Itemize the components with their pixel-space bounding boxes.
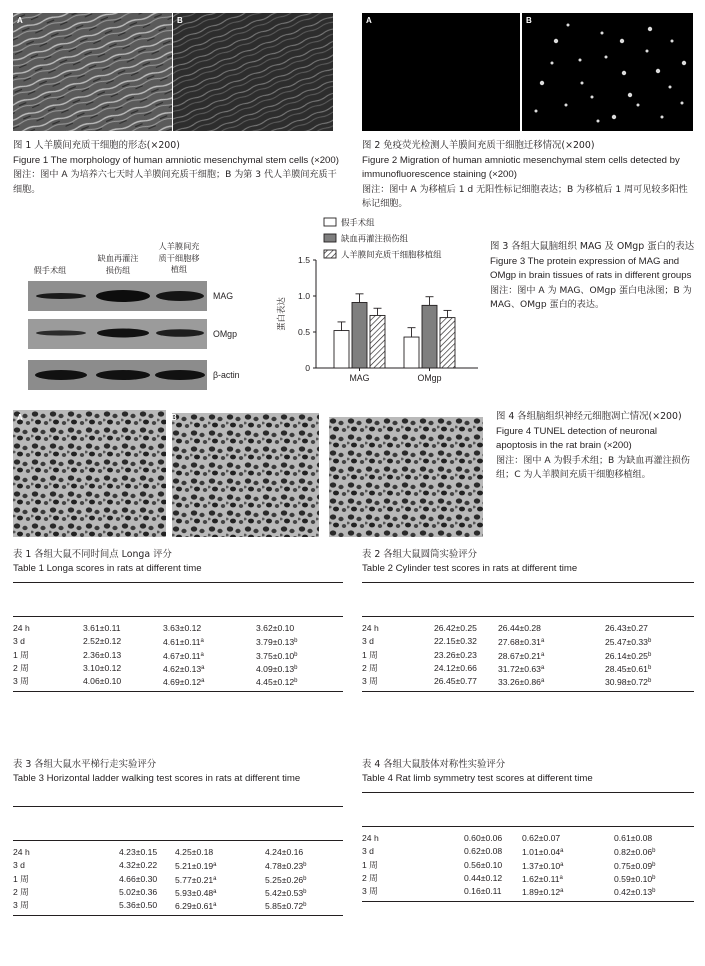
protein-expression-chart [268, 217, 483, 390]
fluorescent-cell [622, 71, 626, 75]
fluorescent-cell [551, 62, 554, 65]
table-cell: 3.75±0.10$^b$ [256, 650, 298, 661]
table-cell: 3.79±0.13$^b$ [256, 637, 298, 648]
bar-omgp-series-3 [440, 318, 455, 368]
table-cell: 4.61±0.11$^a$ [163, 637, 204, 648]
table-top-rule [362, 792, 694, 793]
table-cell: 5.25±0.26$^b$ [265, 874, 307, 885]
table-cell: 1.62±0.11$^a$ [522, 873, 563, 884]
panel-label: A [366, 16, 372, 25]
table-header-rule [362, 826, 694, 827]
table-title-cn: 表 4 各组大鼠肢体对称性实验评分 [362, 759, 506, 770]
table-cell: 1.37±0.10$^a$ [522, 860, 564, 871]
table-cell: 5.21±0.19$^a$ [175, 861, 217, 872]
table-title-en: Table 4 Rat limb symmetry test scores at different time [362, 773, 593, 784]
legend-swatch [324, 250, 336, 258]
fluorescent-cell [567, 24, 570, 27]
table-cell: 3 周 [13, 676, 29, 687]
table-title-en: Table 3 Horizontal ladder walking test scores in rats at different time [13, 773, 301, 784]
fig2-caption-en: Figure 2 Migration of human amniotic mesenchymal stem cells detected by immunofluorescence staining (×200) [362, 154, 680, 180]
table-cell: 3 周 [13, 900, 29, 911]
table-cell: 24.12±0.66 [434, 662, 477, 673]
legend-swatch [324, 234, 336, 242]
table-cell: 26.45±0.77 [434, 676, 477, 687]
fluorescent-cell [540, 81, 544, 85]
panel-label: B [526, 16, 532, 25]
table-cell: 2.52±0.12 [83, 636, 122, 647]
table-cell: 24 h [13, 623, 30, 633]
y-axis-label: 蛋白表达 [276, 297, 286, 331]
table-cell: 1 周 [13, 649, 29, 660]
table-cell: 24 h [13, 847, 30, 857]
table-title-cn: 表 3 各组大鼠水平梯行走实验评分 [13, 759, 157, 770]
table-cell: 0.75±0.09$^b$ [614, 860, 656, 871]
table-cell: 0.42±0.13$^b$ [614, 887, 656, 898]
table-cell: 4.67±0.11$^a$ [163, 650, 204, 661]
table-cell: 5.85±0.72$^b$ [265, 901, 307, 912]
y-tick-label: 1.5 [298, 255, 310, 265]
fig1-panel-a [13, 13, 172, 131]
table-title [13, 548, 258, 576]
fig4-note: 图注：图中 A 为假手术组；B 为缺血再灌注损伤组；C 为人羊膜间充质干细胞移植组。 [496, 455, 690, 480]
table-cell: 23.26±0.23 [434, 649, 477, 660]
table-cell: 30.98±0.72$^b$ [605, 677, 652, 688]
fluorescent-cell [628, 93, 632, 97]
table-cell: 33.26±0.86$^a$ [498, 677, 545, 688]
table-cell: 0.59±0.10$^b$ [614, 873, 656, 884]
table-cell: 5.93±0.48$^a$ [175, 887, 217, 898]
table-cell: 4.66±0.30 [119, 873, 158, 884]
fluorescent-cell [554, 39, 558, 43]
fluorescent-cell [597, 120, 600, 123]
table-cell: 0.62±0.08 [464, 846, 503, 857]
table-cell: 24 h [362, 833, 379, 843]
table-top-rule [362, 582, 694, 583]
wb-blot-mag [28, 281, 207, 311]
table-cell: 2 周 [13, 886, 29, 897]
table-cell: 22.15±0.32 [434, 636, 477, 647]
panel-label: A [17, 413, 23, 422]
wb-lane-omgp: OMgp [213, 329, 237, 339]
fluorescent-cell [669, 86, 672, 89]
table-top-rule [13, 806, 343, 807]
panel-label: B [171, 413, 177, 422]
fluorescent-cell [682, 61, 686, 65]
fig2-caption-cn: 图 2 免疫荧光检测人羊膜间充质干细胞迁移情况(×200) [362, 140, 595, 151]
fluorescent-cell [637, 104, 640, 107]
fig1-caption [13, 139, 343, 197]
fluorescent-cell [612, 115, 616, 119]
table-cell: 3.63±0.12 [163, 623, 202, 633]
table-title [362, 758, 609, 786]
table-cell: 3.62±0.10 [256, 623, 295, 633]
wb-blot-omgp [28, 319, 207, 349]
table-cell: 2 周 [362, 872, 378, 883]
y-tick-label: 0.5 [298, 327, 310, 337]
table-cell: 2 周 [13, 662, 29, 673]
table-top-rule [13, 582, 343, 583]
bar-mag-series-3 [370, 315, 385, 368]
fig4-panel-b [167, 410, 319, 537]
table-bottom-rule [362, 901, 694, 902]
table-cell: 2 周 [362, 662, 378, 673]
table-cell: 27.68±0.31$^a$ [498, 637, 545, 648]
table-cell: 0.60±0.06 [464, 833, 503, 843]
table-cell: 3 d [13, 636, 25, 647]
table-cell: 31.72±0.63$^a$ [498, 663, 545, 674]
fluorescent-cell [579, 59, 582, 62]
fig1-caption-cn: 图 1 人羊膜间充质干细胞的形态(×200) [13, 140, 180, 151]
table-title [13, 758, 343, 786]
table-cell: 3.61±0.11 [83, 623, 121, 633]
fig4-panel-a [13, 410, 166, 537]
bar-omgp-series-2 [422, 305, 437, 368]
table-title [362, 548, 609, 576]
table-cell: 4.23±0.15 [119, 847, 158, 857]
fluorescent-cell [648, 27, 652, 31]
fig1-caption-en: Figure 1 The morphology of human amniotic mesenchymal stem cells (×200) [13, 154, 339, 166]
table-cell: 5.36±0.50 [119, 900, 158, 911]
table-cell: 3 d [362, 636, 374, 647]
table-cell: 28.45±0.61$^b$ [605, 663, 652, 674]
table-title-cn: 表 2 各组大鼠圆筒实验评分 [362, 549, 478, 560]
fig4-caption [496, 410, 696, 483]
fig1-panel-b [173, 13, 333, 131]
table-cell: 25.47±0.33$^b$ [605, 637, 652, 648]
table-header-rule [13, 616, 343, 617]
table-cell: 3 d [13, 860, 25, 871]
fluorescent-cell [601, 32, 604, 35]
table-cell: 26.43±0.27 [605, 623, 648, 633]
fig3-note: 图注：图中 A 为 MAG、OMgp 蛋白电泳图；B 为 MAG、OMgp 蛋白的表达。 [490, 285, 692, 310]
fluorescent-cell [646, 50, 649, 53]
table-cell: 5.02±0.36 [119, 886, 158, 897]
table-cell: 4.06±0.10 [83, 676, 122, 687]
table-cell: 4.09±0.13$^b$ [256, 663, 298, 674]
wb-lane-mag: MAG [213, 291, 234, 301]
wb-blot-actin [28, 360, 207, 390]
panel-label: C [324, 413, 330, 422]
table-cell: 1.89±0.12$^a$ [522, 887, 564, 898]
table-bottom-rule [362, 691, 694, 692]
y-tick-label: 1.0 [298, 291, 310, 301]
bar-mag-series-2 [352, 302, 367, 368]
fluorescent-cell [620, 39, 624, 43]
wb-lane-actin: β-actin [213, 370, 240, 380]
legend-label: 缺血再灌注损伤组 [341, 233, 408, 244]
fluorescent-cell [581, 82, 584, 85]
table-cell: 4.32±0.22 [119, 860, 158, 871]
table-cell: 4.78±0.23$^b$ [265, 861, 307, 872]
fluorescent-cell [605, 56, 608, 59]
fig3-caption-cn: 图 3 各组大鼠脑组织 MAG 及 OMgp 蛋白的表达 [490, 241, 695, 252]
table-header-rule [13, 840, 343, 841]
table-cell: 1 周 [362, 859, 378, 870]
table-cell: 6.29±0.61$^a$ [175, 901, 217, 912]
fig3-caption [490, 240, 695, 313]
table-bottom-rule [13, 915, 343, 916]
bar-mag-series-1 [334, 331, 349, 368]
fig4-caption-cn: 图 4 各组脑组织神经元细胞凋亡情况(×200) [496, 411, 682, 422]
table-title-en: Table 2 Cylinder test scores in rats at different time [362, 563, 578, 574]
table-cell: 3 d [362, 846, 374, 857]
table-cell: 26.44±0.28 [498, 623, 541, 633]
table-cell: 5.42±0.53$^b$ [265, 887, 307, 898]
table-title-en: Table 1 Longa scores in rats at different time [13, 563, 202, 574]
fig3-caption-en: Figure 3 The protein expression of MAG and OMgp in brain tissues of rats in different groups [490, 255, 692, 281]
table-cell: 3 周 [362, 886, 378, 897]
table-cell: 2.36±0.13 [83, 649, 122, 660]
table-bottom-rule [13, 691, 343, 692]
table-cell: 4.25±0.18 [175, 847, 214, 857]
table-cell: 4.69±0.12$^a$ [163, 677, 205, 688]
fluorescent-cell [535, 110, 538, 113]
fluorescent-cell [591, 96, 594, 99]
wb-header-ischemia: 缺血再灌注损伤组 [97, 253, 139, 275]
table-cell: 5.77±0.21$^a$ [175, 874, 217, 885]
fluorescent-cell [681, 102, 684, 105]
table-cell: 26.42±0.25 [434, 623, 477, 633]
table-cell: 1.01±0.04$^a$ [522, 847, 564, 858]
fluorescent-cell [565, 104, 568, 107]
table-cell: 3 周 [362, 676, 378, 687]
wb-header-sham: 假手术组 [33, 265, 67, 275]
table-cell: 0.56±0.10 [464, 859, 503, 870]
fig2-panel-b [522, 13, 693, 131]
y-tick-label: 0 [305, 363, 310, 373]
table-cell: 24 h [362, 623, 379, 633]
fig4-panel-c [320, 410, 483, 537]
table-cell: 4.62±0.13$^a$ [163, 663, 205, 674]
table-cell: 0.62±0.07 [522, 833, 561, 843]
fig2-panel-a [362, 13, 520, 131]
panel-label: B [177, 16, 183, 25]
bar-omgp-series-1 [404, 337, 419, 368]
table-cell: 4.24±0.16 [265, 847, 304, 857]
table-title-cn: 表 1 各组大鼠不同时间点 Longa 评分 [13, 549, 172, 560]
fig2-note: 图注：图中 A 为移植后 1 d 无阳性标记细胞表达；B 为移植后 1 周可见较多阳性标记细胞。 [362, 184, 688, 209]
table-cell: 0.16±0.11 [464, 886, 502, 897]
fluorescent-cell [656, 69, 660, 73]
fig4-caption-en: Figure 4 TUNEL detection of neuronal apoptosis in the rat brain (×200) [496, 425, 658, 451]
table-cell: 4.45±0.12$^b$ [256, 677, 298, 688]
legend-label: 假手术组 [341, 217, 375, 228]
table-cell: 28.67±0.21$^a$ [498, 650, 545, 661]
x-tick-label: OMgp [417, 373, 442, 383]
table-cell: 3.10±0.12 [83, 662, 122, 673]
table-cell: 0.44±0.12 [464, 872, 503, 883]
wb-header-transplant: 人羊膜间充质干细胞移植组 [158, 241, 200, 274]
fluorescent-cell [661, 116, 664, 119]
table-header-rule [362, 616, 694, 617]
legend-swatch [324, 218, 336, 226]
table-cell: 0.61±0.08 [614, 833, 653, 843]
fig2-caption [362, 139, 694, 212]
table-cell: 1 周 [13, 873, 29, 884]
fig1-note: 图注：图中 A 为培养六七天时人羊膜间充质干细胞；B 为第 3 代人羊膜间充质干细胞。 [13, 170, 337, 195]
legend-label: 人羊膜间充质干细胞移植组 [341, 249, 442, 260]
table-cell: 26.14±0.25$^b$ [605, 650, 652, 661]
x-tick-label: MAG [349, 373, 370, 383]
table-cell: 0.82±0.06$^b$ [614, 847, 656, 858]
fluorescent-cell [671, 40, 674, 43]
table-cell: 1 周 [362, 649, 378, 660]
panel-label: A [17, 16, 23, 25]
